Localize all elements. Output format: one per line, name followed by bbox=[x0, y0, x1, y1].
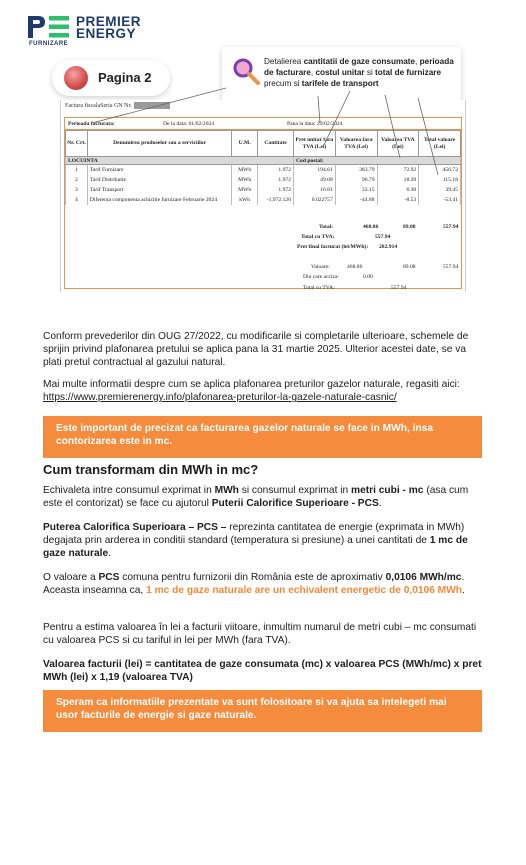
valoare-label: Valoare: bbox=[311, 264, 330, 270]
page-marker-icon bbox=[64, 66, 88, 90]
total-value: 468.86 bbox=[363, 224, 379, 230]
cell-name: Diferenta componenta achizitie furnizare Februarie 2024 bbox=[87, 195, 231, 205]
cell-vat: 18.39 bbox=[377, 175, 419, 185]
total-tva-value: 557.94 bbox=[375, 234, 391, 240]
invoice-header: Factura fiscalaSeria GN Nr. bbox=[65, 102, 170, 109]
logo-subtitle: FURNIZARE bbox=[29, 41, 69, 47]
page-label: Pagina 2 bbox=[98, 70, 152, 85]
paragraph-plafonare: Conform prevederilor din OUG 27/2022, cu modificarile si completarile ulterioare, schemele de sprijin privind plafonarea pretului se aplica pana la 31 martie 2025. Ulterior acestei date, se va plati pretul contractual al gazului natural. bbox=[43, 331, 469, 369]
total-sum: 557.94 bbox=[443, 224, 459, 230]
cell-total: 39.45 bbox=[419, 185, 461, 195]
postal-label: Cod postal: bbox=[294, 157, 461, 165]
cell-nr: 1 bbox=[66, 165, 88, 175]
redacted-number bbox=[134, 102, 170, 109]
section-heading: Cum transformam din MWh in mc? bbox=[43, 462, 259, 477]
acciza-label: Din care acciza: bbox=[303, 274, 340, 280]
page-indicator bbox=[52, 60, 170, 96]
cell-um: MWh bbox=[232, 165, 258, 175]
paragraph-pcs-definition: Puterea Calorifica Superioara – PCS – reprezinta cantitatea de energie (exprimata in MWh) degajata prin arderea in conditii standard (temperatura si presiune) a unei cantitati de 1 mc de gaze naturale. bbox=[43, 522, 468, 560]
cell-name: Tarif Transport bbox=[87, 185, 231, 195]
invoice-items-table bbox=[65, 130, 461, 205]
cell-value: -44.88 bbox=[335, 195, 377, 205]
col-header: Valoarea TVA (Lei) bbox=[377, 131, 419, 157]
cell-vat: 72.92 bbox=[377, 165, 419, 175]
cell-nr: 4 bbox=[66, 195, 88, 205]
location-label: LOCUINTA bbox=[66, 157, 294, 165]
cell-total: 456.72 bbox=[419, 165, 461, 175]
paragraph-echivalenta: Echivaleta intre consumul exprimat in MWh si consumul exprimat in metri cubi - mc (asa cum este el contorizat) se face cu ajutorul Puterii Calorifice Superioare - PCS. bbox=[43, 485, 469, 510]
total-vat: 89.08 bbox=[403, 224, 416, 230]
valoare-vat: 89.08 bbox=[403, 264, 416, 270]
banner-mwh-mc: Este important de precizat ca facturarea gazelor naturale se face in MWh, insa contorizarea este in mc. bbox=[43, 416, 482, 458]
cell-qty: -1,972.120 bbox=[258, 195, 294, 205]
cell-price: 194.61 bbox=[294, 165, 336, 175]
price-final-label: Pret final facturat (lei/MWh): bbox=[297, 244, 369, 250]
invoice-totals bbox=[65, 224, 461, 291]
cell-vat: -8.53 bbox=[377, 195, 419, 205]
cell-um: kWh bbox=[232, 195, 258, 205]
paragraph-pcs-value: O valoare a PCS comuna pentru furnizorii din România este de aproximativ 0,0106 MWh/mc. Aceasta inseamna ca, 1 mc de gaze naturale are un echivalent energetic de 0,0106 MWh. bbox=[43, 572, 465, 597]
cell-value: 383.79 bbox=[335, 165, 377, 175]
cell-vat: 6.30 bbox=[377, 185, 419, 195]
col-header: Nr. Crt. bbox=[66, 131, 88, 157]
explanation-callout bbox=[222, 47, 461, 105]
callout-text: Detalierea cantitatii de gaze consumate, perioada de facturare, costul unitar si total de furnizare precum si tarifele de transport bbox=[264, 57, 454, 88]
cell-total: 115.18 bbox=[419, 175, 461, 185]
paragraph-estimare: Pentru a estima valoarea în lei a facturii viitoare, inmultim numarul de metri cubi – mc consumati cu valoarea PCS si cu tariful in lei per MWh (fara TVA). bbox=[43, 622, 477, 647]
col-header: Pret unitar fara TVA (Lei) bbox=[294, 131, 336, 157]
col-header: U.M. bbox=[232, 131, 258, 157]
cell-qty: 1.972 bbox=[258, 165, 294, 175]
acciza-value: 0.00 bbox=[363, 274, 373, 280]
col-header: Cantitate bbox=[258, 131, 294, 157]
cell-um: MWh bbox=[232, 175, 258, 185]
magnifier-icon bbox=[232, 57, 262, 87]
total-tva2-value: 557.94 bbox=[391, 285, 407, 291]
cell-qty: 1.972 bbox=[258, 175, 294, 185]
cell-value: 33.15 bbox=[335, 185, 377, 195]
valoare-value: 468.86 bbox=[347, 264, 363, 270]
logo-text-energy: ENERGY bbox=[76, 26, 137, 41]
cell-name: Tarif Furnizare bbox=[87, 165, 231, 175]
table-row bbox=[66, 175, 461, 185]
period-label: Perioada facturata: bbox=[68, 121, 115, 127]
cell-um: MWh bbox=[232, 185, 258, 195]
paragraph-info-link: Mai multe informatii despre cum se aplica plafonarea preturilor gazelor naturale, regasiti aici: https://www.premierenergy.info/plafonarea-preturilor-la-gazele-naturale-casnic/ bbox=[43, 379, 460, 404]
banner-closing: Speram ca informatiile prezentate va sunt folositoare si va ajuta sa intelegeti mai usor facturile de energie si gaze naturale. bbox=[43, 690, 482, 732]
col-header: Valoarea fara TVA (Lei) bbox=[335, 131, 377, 157]
col-header: Denumirea produselor sau a serviciilor bbox=[87, 131, 231, 157]
paragraph-formula: Valoarea facturii (lei) = cantitatea de gaze consumata (mc) x valoarea PCS (MWh/mc) x pret MWh (lei) x 1,19 (valoarea TVA) bbox=[43, 659, 482, 684]
total-label: Total: bbox=[319, 224, 334, 230]
valoare-total: 557.94 bbox=[443, 264, 459, 270]
total-tva2-label: Total cu TVA: bbox=[303, 285, 335, 291]
table-row bbox=[66, 165, 461, 175]
col-header: Total valoare (Lei) bbox=[419, 131, 461, 157]
cell-nr: 3 bbox=[66, 185, 88, 195]
premier-energy-logo bbox=[28, 16, 158, 50]
period-from: De la data: 01/02/2024 bbox=[163, 121, 215, 127]
location-row bbox=[66, 157, 461, 165]
cell-price: 49.08 bbox=[294, 175, 336, 185]
cell-total: -53.41 bbox=[419, 195, 461, 205]
price-final-value: 282.914 bbox=[379, 244, 398, 250]
cell-qty: 1.972 bbox=[258, 185, 294, 195]
cell-value: 96.79 bbox=[335, 175, 377, 185]
plafonare-link[interactable]: https://www.premierenergy.info/plafonarea-preturilor-la-gazele-naturale-casnic/ bbox=[43, 392, 397, 404]
billing-period-row bbox=[65, 118, 461, 130]
period-to: Pana la data: 29/02/2024 bbox=[287, 121, 343, 127]
invoice-table-box bbox=[64, 117, 462, 289]
logo-mark-icon bbox=[28, 16, 72, 38]
total-tva-label: Total cu TVA: bbox=[301, 234, 335, 240]
cell-name: Tarif Distributie bbox=[87, 175, 231, 185]
invoice-excerpt bbox=[60, 100, 466, 292]
cell-price: 16.81 bbox=[294, 185, 336, 195]
table-header-row bbox=[66, 131, 461, 157]
logo-text-premier: PREMIER bbox=[76, 14, 142, 29]
table-row bbox=[66, 185, 461, 195]
cell-price: 0.022757 bbox=[294, 195, 336, 205]
table-row bbox=[66, 195, 461, 205]
cell-nr: 2 bbox=[66, 175, 88, 185]
